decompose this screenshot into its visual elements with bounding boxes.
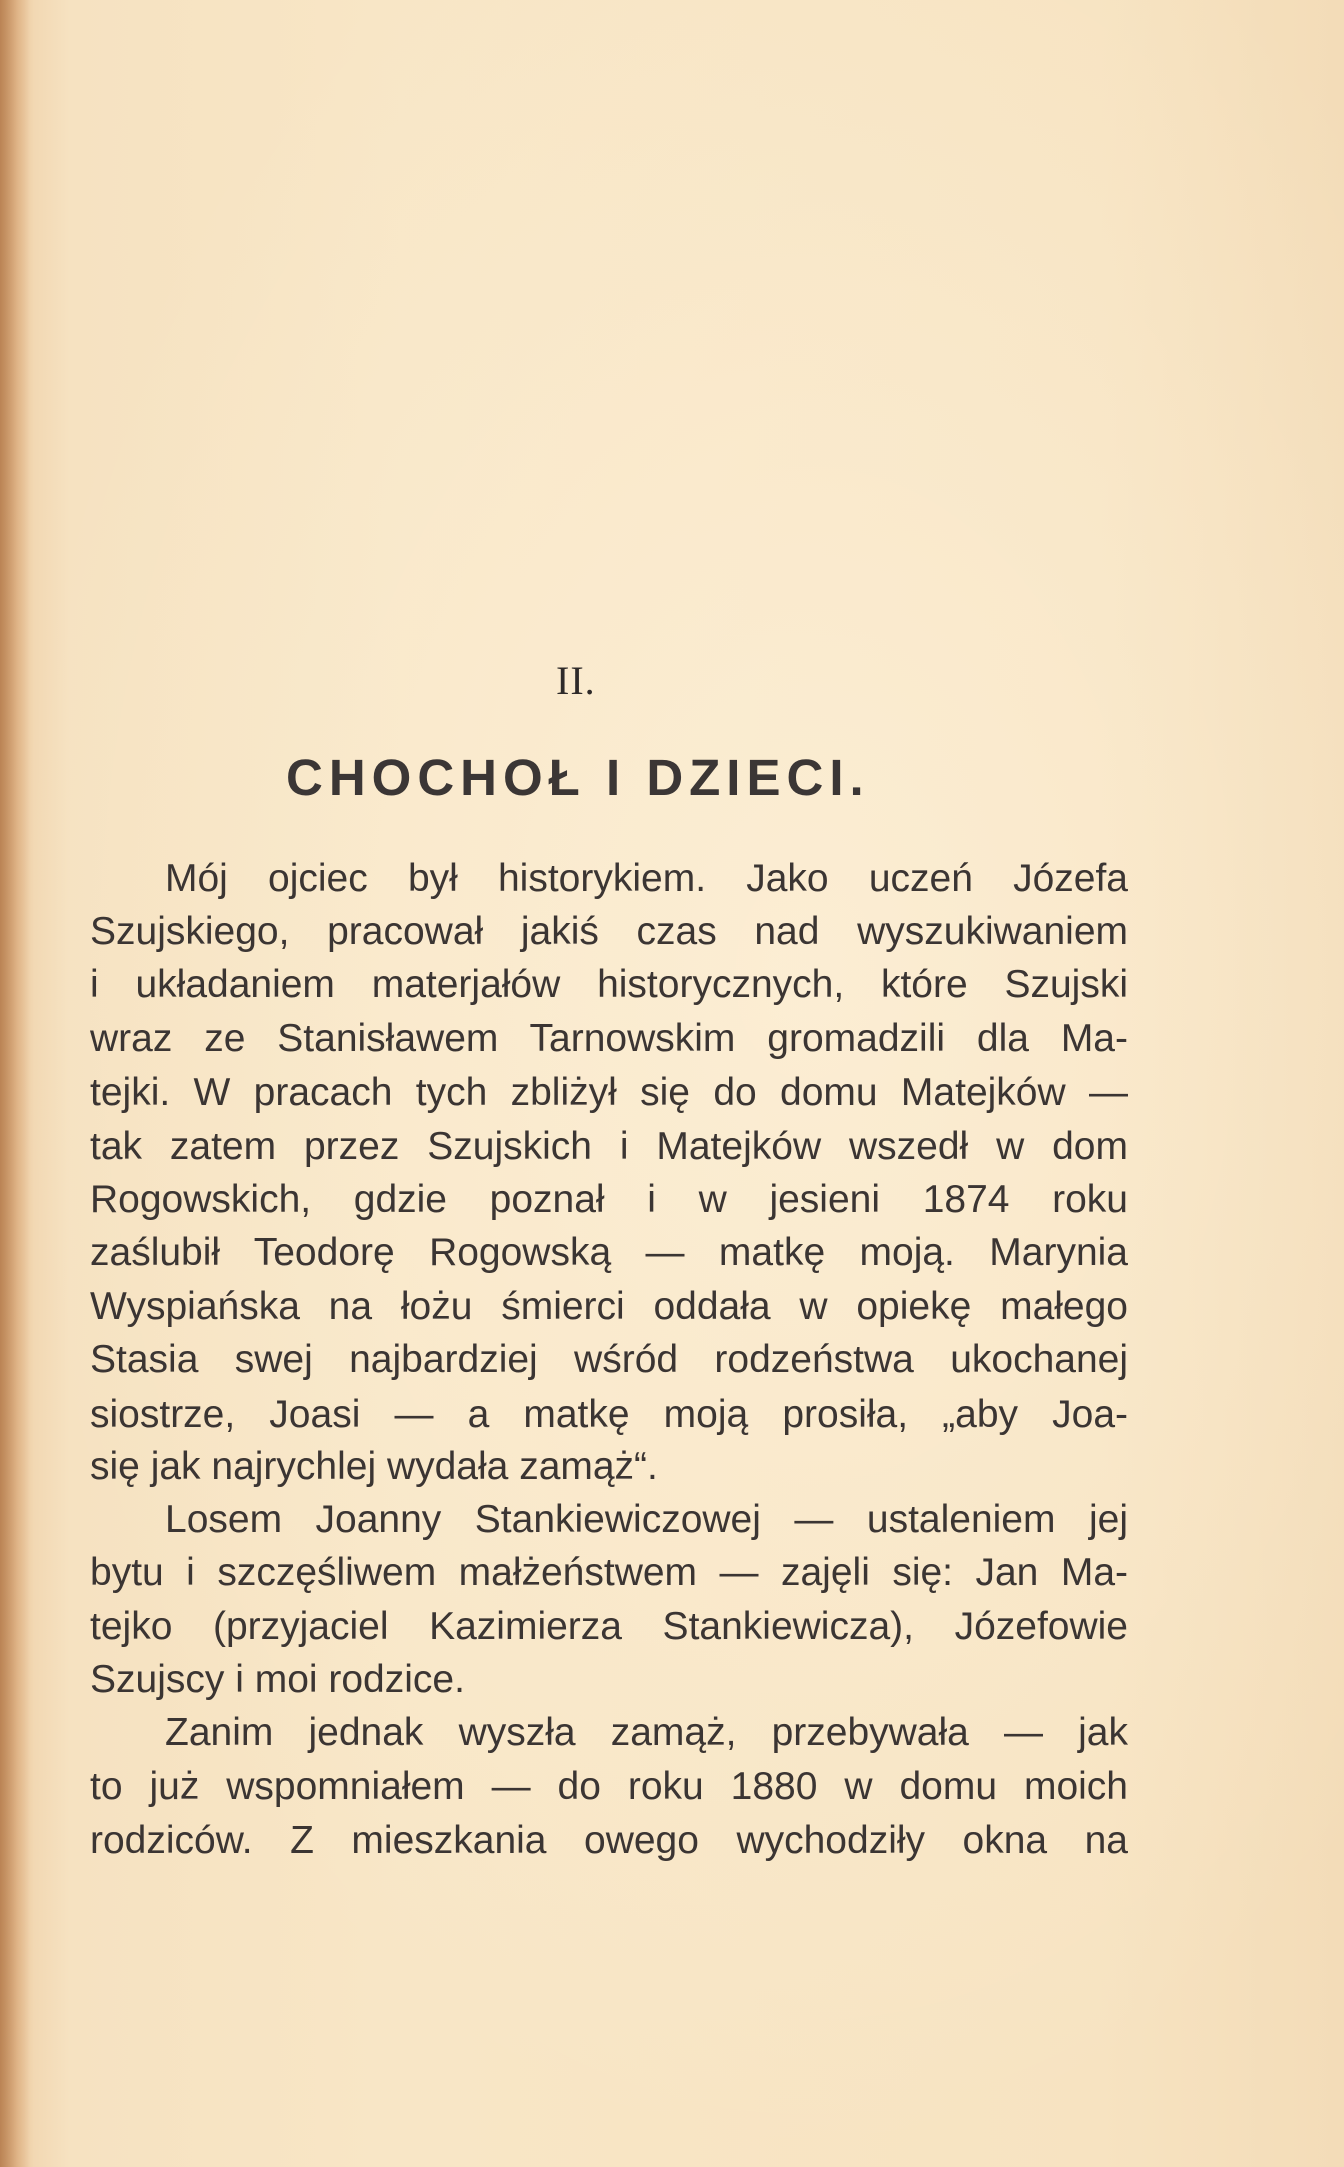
chapter-title: CHOCHOŁ I DZIECI. (286, 749, 870, 806)
text-line: się jak najrychlej wydała zamąż“. (90, 1445, 658, 1488)
text-line: zaślubił Teodorę Rogowską — matkę moją. Marynia (90, 1231, 1128, 1274)
text-line: rodziców. Z mieszkania owego wychodziły okna na (90, 1819, 1128, 1862)
text-line: Losem Joanny Stankiewiczowej — ustaleniem jej (165, 1498, 1128, 1541)
text-line: to już wspomniałem — do roku 1880 w domu moich (90, 1765, 1128, 1808)
text-line: Rogowskich, gdzie poznał i w jesieni 1874 roku (90, 1178, 1128, 1221)
text-line: tejki. W pracach tych zbliżył się do domu Matejków — (90, 1071, 1128, 1114)
text-line: Szujskiego, pracował jakiś czas nad wyszukiwaniem (90, 910, 1128, 953)
text-line: Zanim jednak wyszła zamąż, przebywała — jak (165, 1711, 1128, 1754)
text-line: Szujscy i moi rodzice. (90, 1658, 465, 1701)
text-line: tejko (przyjaciel Kazimierza Stankiewicza), Józefowie (90, 1605, 1128, 1648)
page-spine-shadow (0, 0, 30, 2167)
text-line: Stasia swej najbardziej wśród rodzeństwa ukochanej (90, 1338, 1128, 1381)
text-line: wraz ze Stanisławem Tarnowskim gromadzili dla Ma- (90, 1017, 1128, 1060)
text-line: Mój ojciec był historykiem. Jako uczeń Józefa (165, 857, 1128, 900)
text-line: i układaniem materjałów historycznych, które Szujski (90, 963, 1128, 1006)
text-line: tak zatem przez Szujskich i Matejków wszedł w dom (90, 1125, 1128, 1168)
text-line: bytu i szczęśliwem małżeństwem — zajęli się: Jan Ma- (90, 1551, 1128, 1594)
text-line: siostrze, Joasi — a matkę moją prosiła, „aby Joa- (90, 1393, 1128, 1436)
text-line: Wyspiańska na łożu śmierci oddała w opiekę małego (90, 1285, 1128, 1328)
chapter-number: II. (556, 658, 596, 703)
